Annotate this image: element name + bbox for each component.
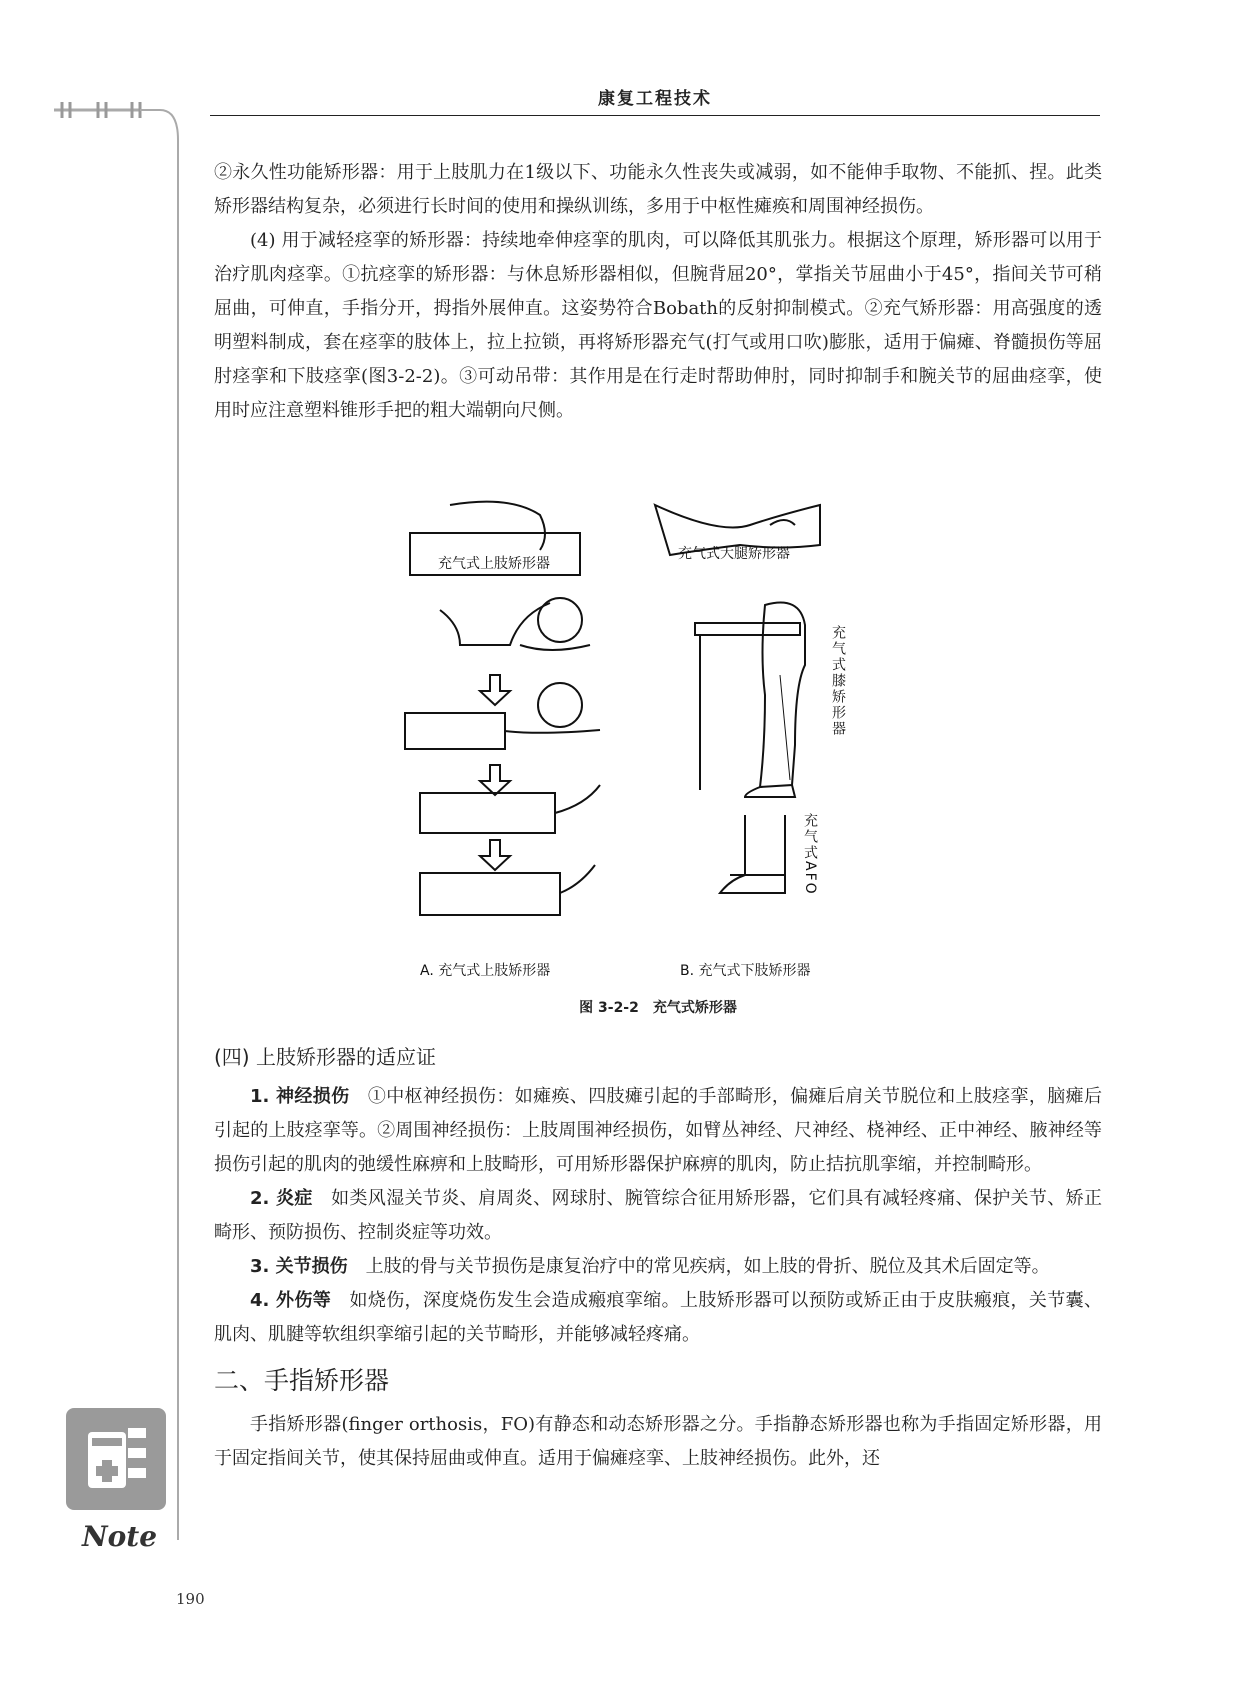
- upper-body-text: [214, 156, 1102, 428]
- indication-text: 如类风湿关节炎、肩周炎、网球肘、腕管综合征用矫形器，它们具有减轻疼痛、保护关节、矫正畸形、预防损伤、控制炎症等功效。: [214, 1188, 1103, 1243]
- lower-body-text: [214, 1040, 1102, 1476]
- paragraph-1: ②永久性功能矫形器：用于上肢肌力在1级以下、功能永久性丧失或减弱，如不能伸手取物、不能抓、捏。此类矫形器结构复杂，必须进行长时间的使用和操纵训练，多用于中枢性瘫痪和周围神经损伤。: [214, 162, 1102, 217]
- label-knee-orthosis: 充气式膝矫形器: [830, 625, 846, 737]
- finger-orthosis-paragraph: 手指矫形器(finger orthosis，FO)有静态和动态矫形器之分。手指静态矫形器也称为手指固定矫形器，用于固定指间关节，使其保持屈曲或伸直。适用于偏瘫痉挛、上肢神经损伤。此外，还: [214, 1414, 1102, 1469]
- figure-caption: 图 3-2-2 充气式矫形器: [579, 1000, 737, 1016]
- section-heading-2: 二、手指矫形器: [214, 1366, 390, 1395]
- note-icon: [66, 1408, 166, 1510]
- indication-text: ①中枢神经损伤：如瘫痪、四肢瘫引起的手部畸形，偏瘫后肩关节脱位和上肢痉挛，脑瘫后引起的上肢痉挛等。②周围神经损伤：上肢周围神经损伤，如臂丛神经、尺神经、桡神经、正中神经、腋神经等损伤引起的肌肉的弛缓性麻痹和上肢畸形，可用矫形器保护麻痹的肌肉，防止拮抗肌挛缩，并控制畸形。: [214, 1086, 1103, 1175]
- indication-lead: 2. 炎症: [250, 1188, 313, 1209]
- indication-lead: 3. 关节损伤: [250, 1256, 348, 1277]
- page-number: 190: [176, 1590, 205, 1608]
- label-part-a: A. 充气式上肢矫形器: [420, 963, 551, 979]
- section-heading-4: (四) 上肢矫形器的适应证: [214, 1045, 436, 1069]
- label-thigh-orthosis: 充气式大腿矫形器: [678, 546, 790, 562]
- paragraph-2: (4) 用于减轻痉挛的矫形器：持续地牵伸痉挛的肌肉，可以降低其肌张力。根据这个原理，矫形器可以用于治疗肌肉痉挛。①抗痉挛的矫形器：与休息矫形器相似，但腕背屈20°，掌指关节屈曲小于45°，指间关节可稍屈曲，可伸直，手指分开，拇指外展伸直。这姿势符合Bobath的反射抑制模式。②充气矫形器：用高强度的透明塑料制成，套在痉挛的肢体上，拉上拉锁，再将矫形器充气(打气或用口吹)膨胀，适用于偏瘫、脊髓损伤等屈肘痉挛和下肢痉挛(图3-2-2)。③可动吊带：其作用是在行走时帮助伸肘，同时抑制手和腕关节的屈曲痉挛，使用时应注意塑料锥形手把的粗大端朝向尺侧。: [214, 230, 1102, 421]
- figure-3-2-2: [400, 495, 920, 985]
- indication-item-4: [214, 1284, 1102, 1352]
- indication-text: 如烧伤，深度烧伤发生会造成瘢痕挛缩。上肢矫形器可以预防或矫正由于皮肤瘢痕，关节囊、肌肉、肌腱等软组织挛缩引起的关节畸形，并能够减轻疼痛。: [214, 1290, 1103, 1345]
- indication-item-3: [214, 1250, 1102, 1284]
- margin-decoration: [40, 100, 200, 1560]
- running-title: 康复工程技术: [598, 89, 712, 109]
- label-afo: 充气式AFO: [802, 813, 818, 896]
- indication-item-1: [214, 1080, 1102, 1182]
- note-label: Note: [82, 1520, 158, 1553]
- label-upper-limb-orthosis: 充气式上肢矫形器: [438, 556, 550, 572]
- indication-lead: 4. 外伤等: [250, 1290, 332, 1311]
- label-part-b: B. 充气式下肢矫形器: [680, 963, 811, 979]
- header-rule: [210, 115, 1100, 116]
- indication-item-2: [214, 1182, 1102, 1250]
- indication-lead: 1. 神经损伤: [250, 1086, 350, 1107]
- indication-text: 上肢的骨与关节损伤是康复治疗中的常见疾病，如上肢的骨折、脱位及其术后固定等。: [365, 1256, 1050, 1277]
